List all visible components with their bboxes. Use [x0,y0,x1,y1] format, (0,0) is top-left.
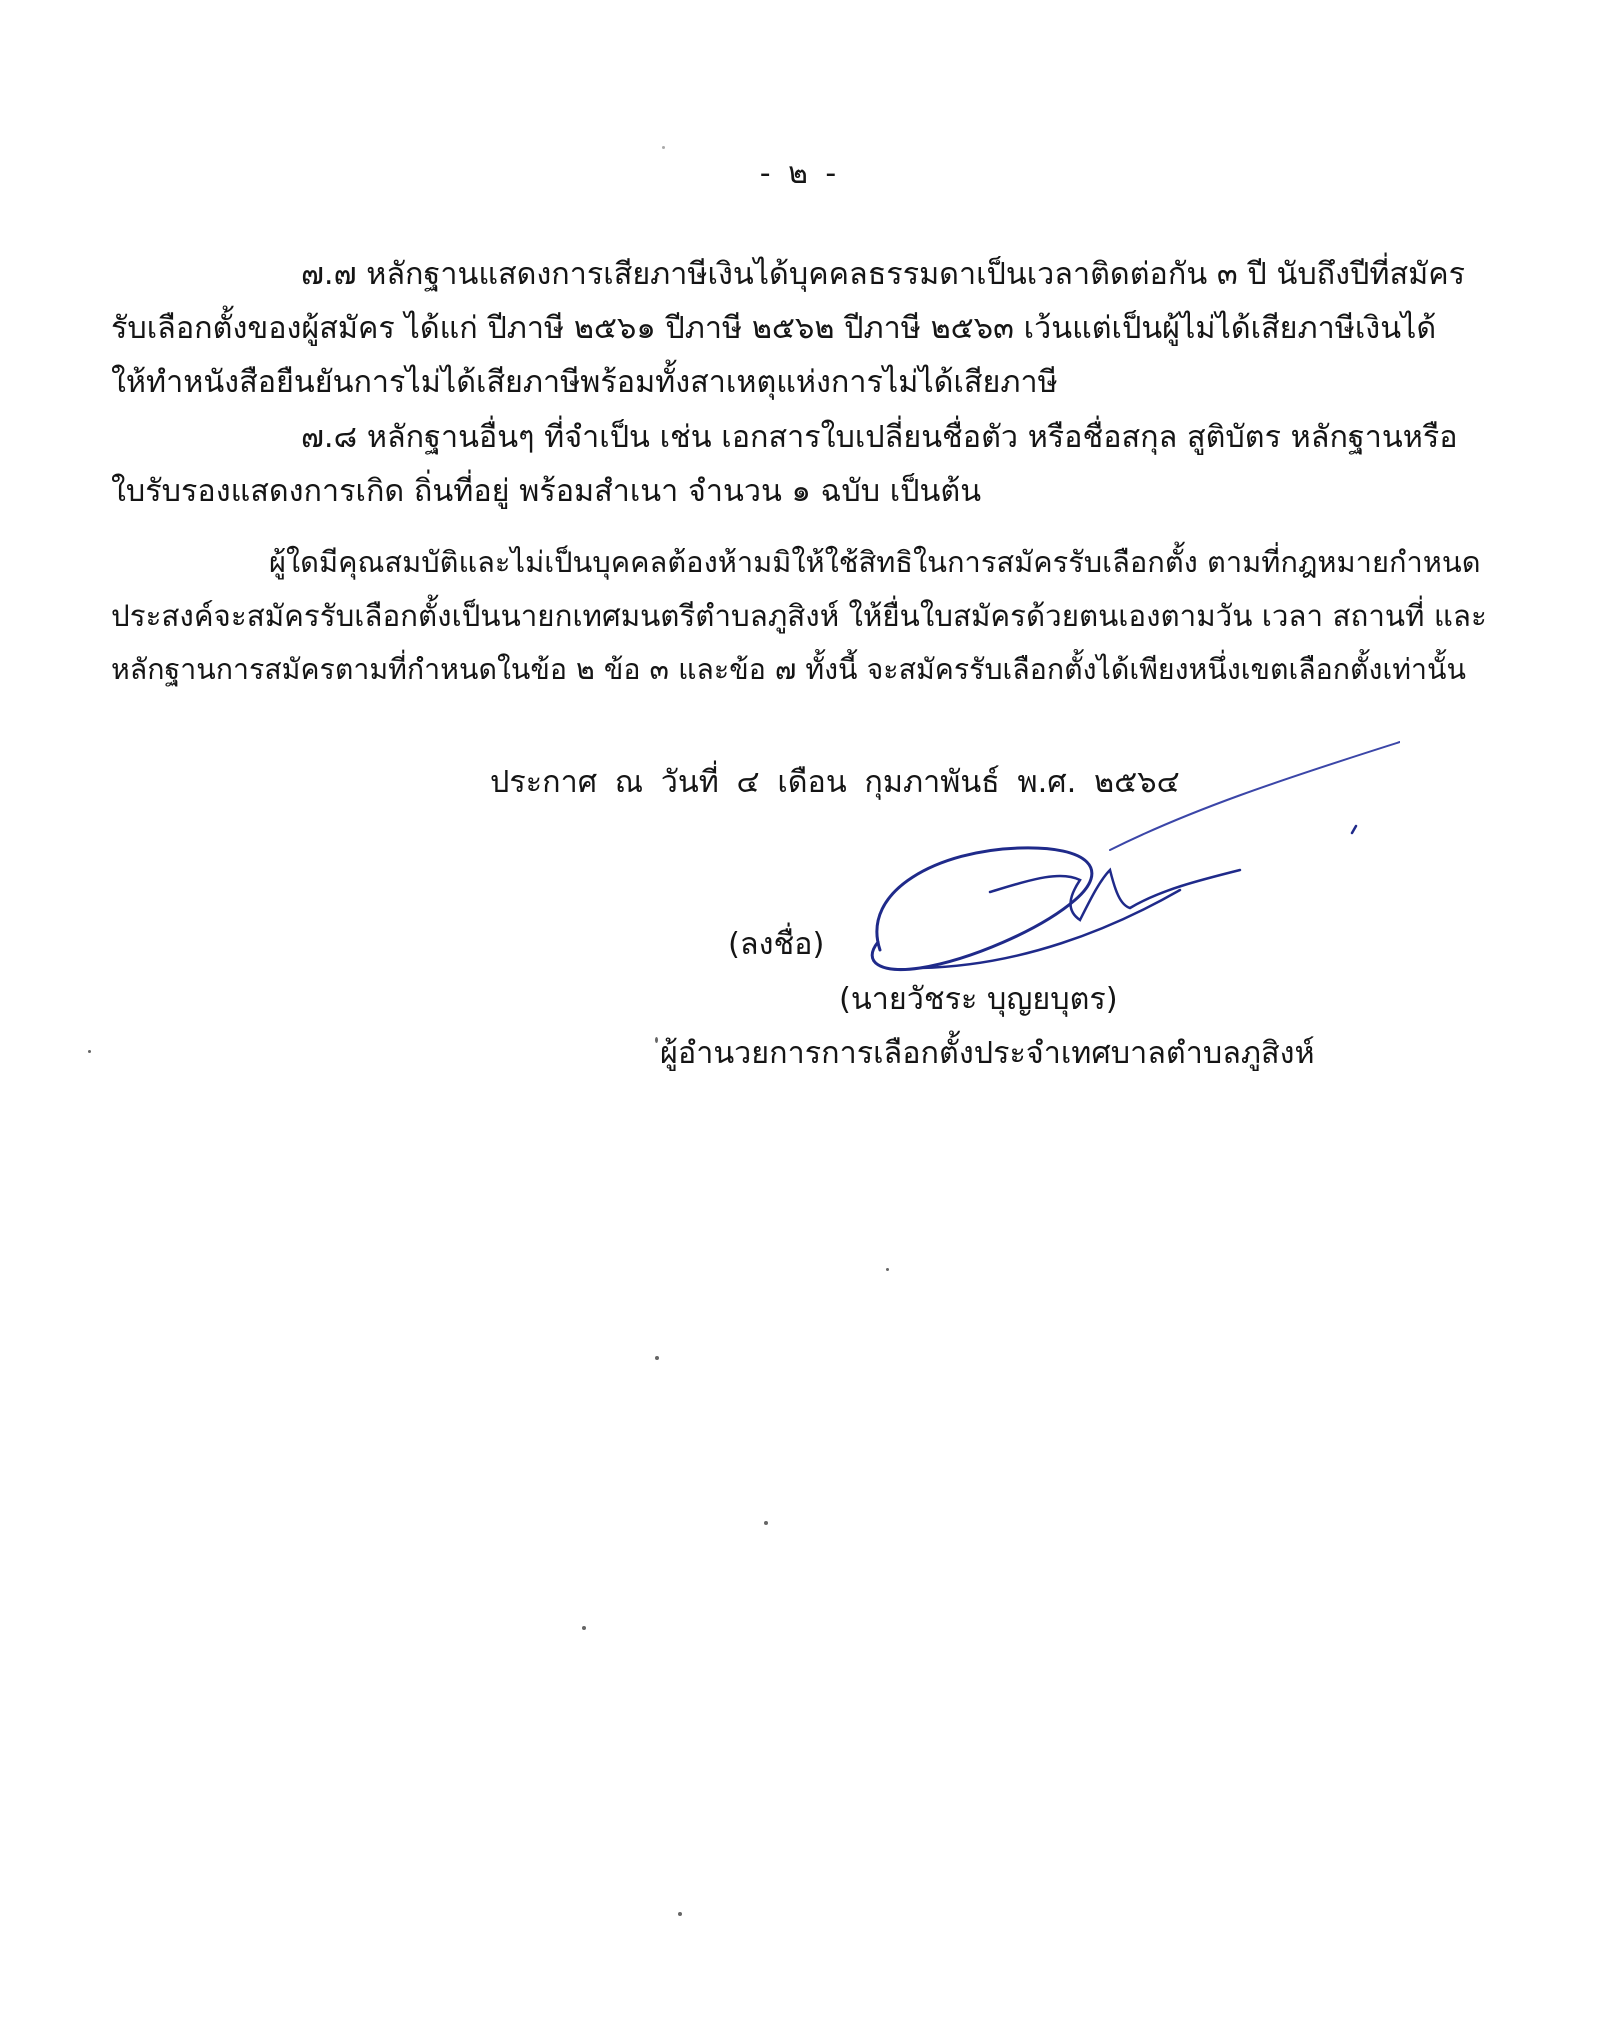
paragraph-line: ๗.๘ หลักฐานอื่นๆ ที่จำเป็น เช่น เอกสารใบเปลี่ยนชื่อตัว หรือชื่อสกุล สูติบัตร หลักฐานหรือ [301,420,1458,455]
scan-speck [764,1521,768,1525]
scan-speck [662,146,665,149]
handwritten-signature [860,730,1400,990]
item-7-8-paragraph [111,411,1489,519]
paragraph-line: ประสงค์จะสมัครรับเลือกตั้งเป็นนายกเทศมนตรีตำบลภูสิงห์ ให้ยื่นใบสมัครด้วยตนเองตามวัน เวลา สถานที่ และ [111,599,1487,633]
closing-paragraph [111,535,1489,697]
signed-label: (ลงชื่อ) [728,927,825,962]
paragraph-line: ผู้ใดมีคุณสมบัติและไม่เป็นบุคคลต้องห้ามมิให้ใช้สิทธิในการสมัครรับเลือกตั้ง ตามที่กฎหมายกำหนด [269,545,1481,579]
paragraph-line: หลักฐานการสมัครตามที่กำหนดในข้อ ๒ ข้อ ๓ และข้อ ๗ ทั้งนี้ จะสมัครรับเลือกตั้งได้เพียงหนึ่งเขตเลือกตั้งเท่านั้น [111,653,1466,686]
item-7-7-paragraph [111,248,1489,410]
scan-speck [678,1912,682,1916]
page-number: - ๒ - [759,156,841,191]
scan-speck [582,1626,586,1630]
scan-speck [655,1037,658,1043]
signatory-position: ผู้อำนวยการการเลือกตั้งประจำเทศบาลตำบลภูสิงห์ [660,1036,1315,1071]
announcement-date: ประกาศ ณ วันที่ ๔ เดือน กุมภาพันธ์ พ.ศ. ๒๕๖๔ [490,765,1180,800]
scan-speck [655,1356,659,1360]
paragraph-line: ใบรับรองแสดงการเกิด ถิ่นที่อยู่ พร้อมสำเนา จำนวน ๑ ฉบับ เป็นต้น [111,474,982,509]
scan-speck [886,1268,889,1271]
signatory-name: (นายวัชระ บุญยบุตร) [839,982,1118,1017]
paragraph-line: ให้ทำหนังสือยืนยันการไม่ได้เสียภาษีพร้อมทั้งสาเหตุแห่งการไม่ได้เสียภาษี [111,365,1058,400]
paragraph-line: ๗.๗ หลักฐานแสดงการเสียภาษีเงินได้บุคคลธรรมดาเป็นเวลาติดต่อกัน ๓ ปี นับถึงปีที่สมัคร [301,257,1466,292]
scan-speck [88,1050,91,1053]
paragraph-line: รับเลือกตั้งของผู้สมัคร ได้แก่ ปีภาษี ๒๕๖๑ ปีภาษี ๒๕๖๒ ปีภาษี ๒๕๖๓ เว้นแต่เป็นผู้ไม่ได้เสียภาษีเงินได้ [111,311,1437,346]
